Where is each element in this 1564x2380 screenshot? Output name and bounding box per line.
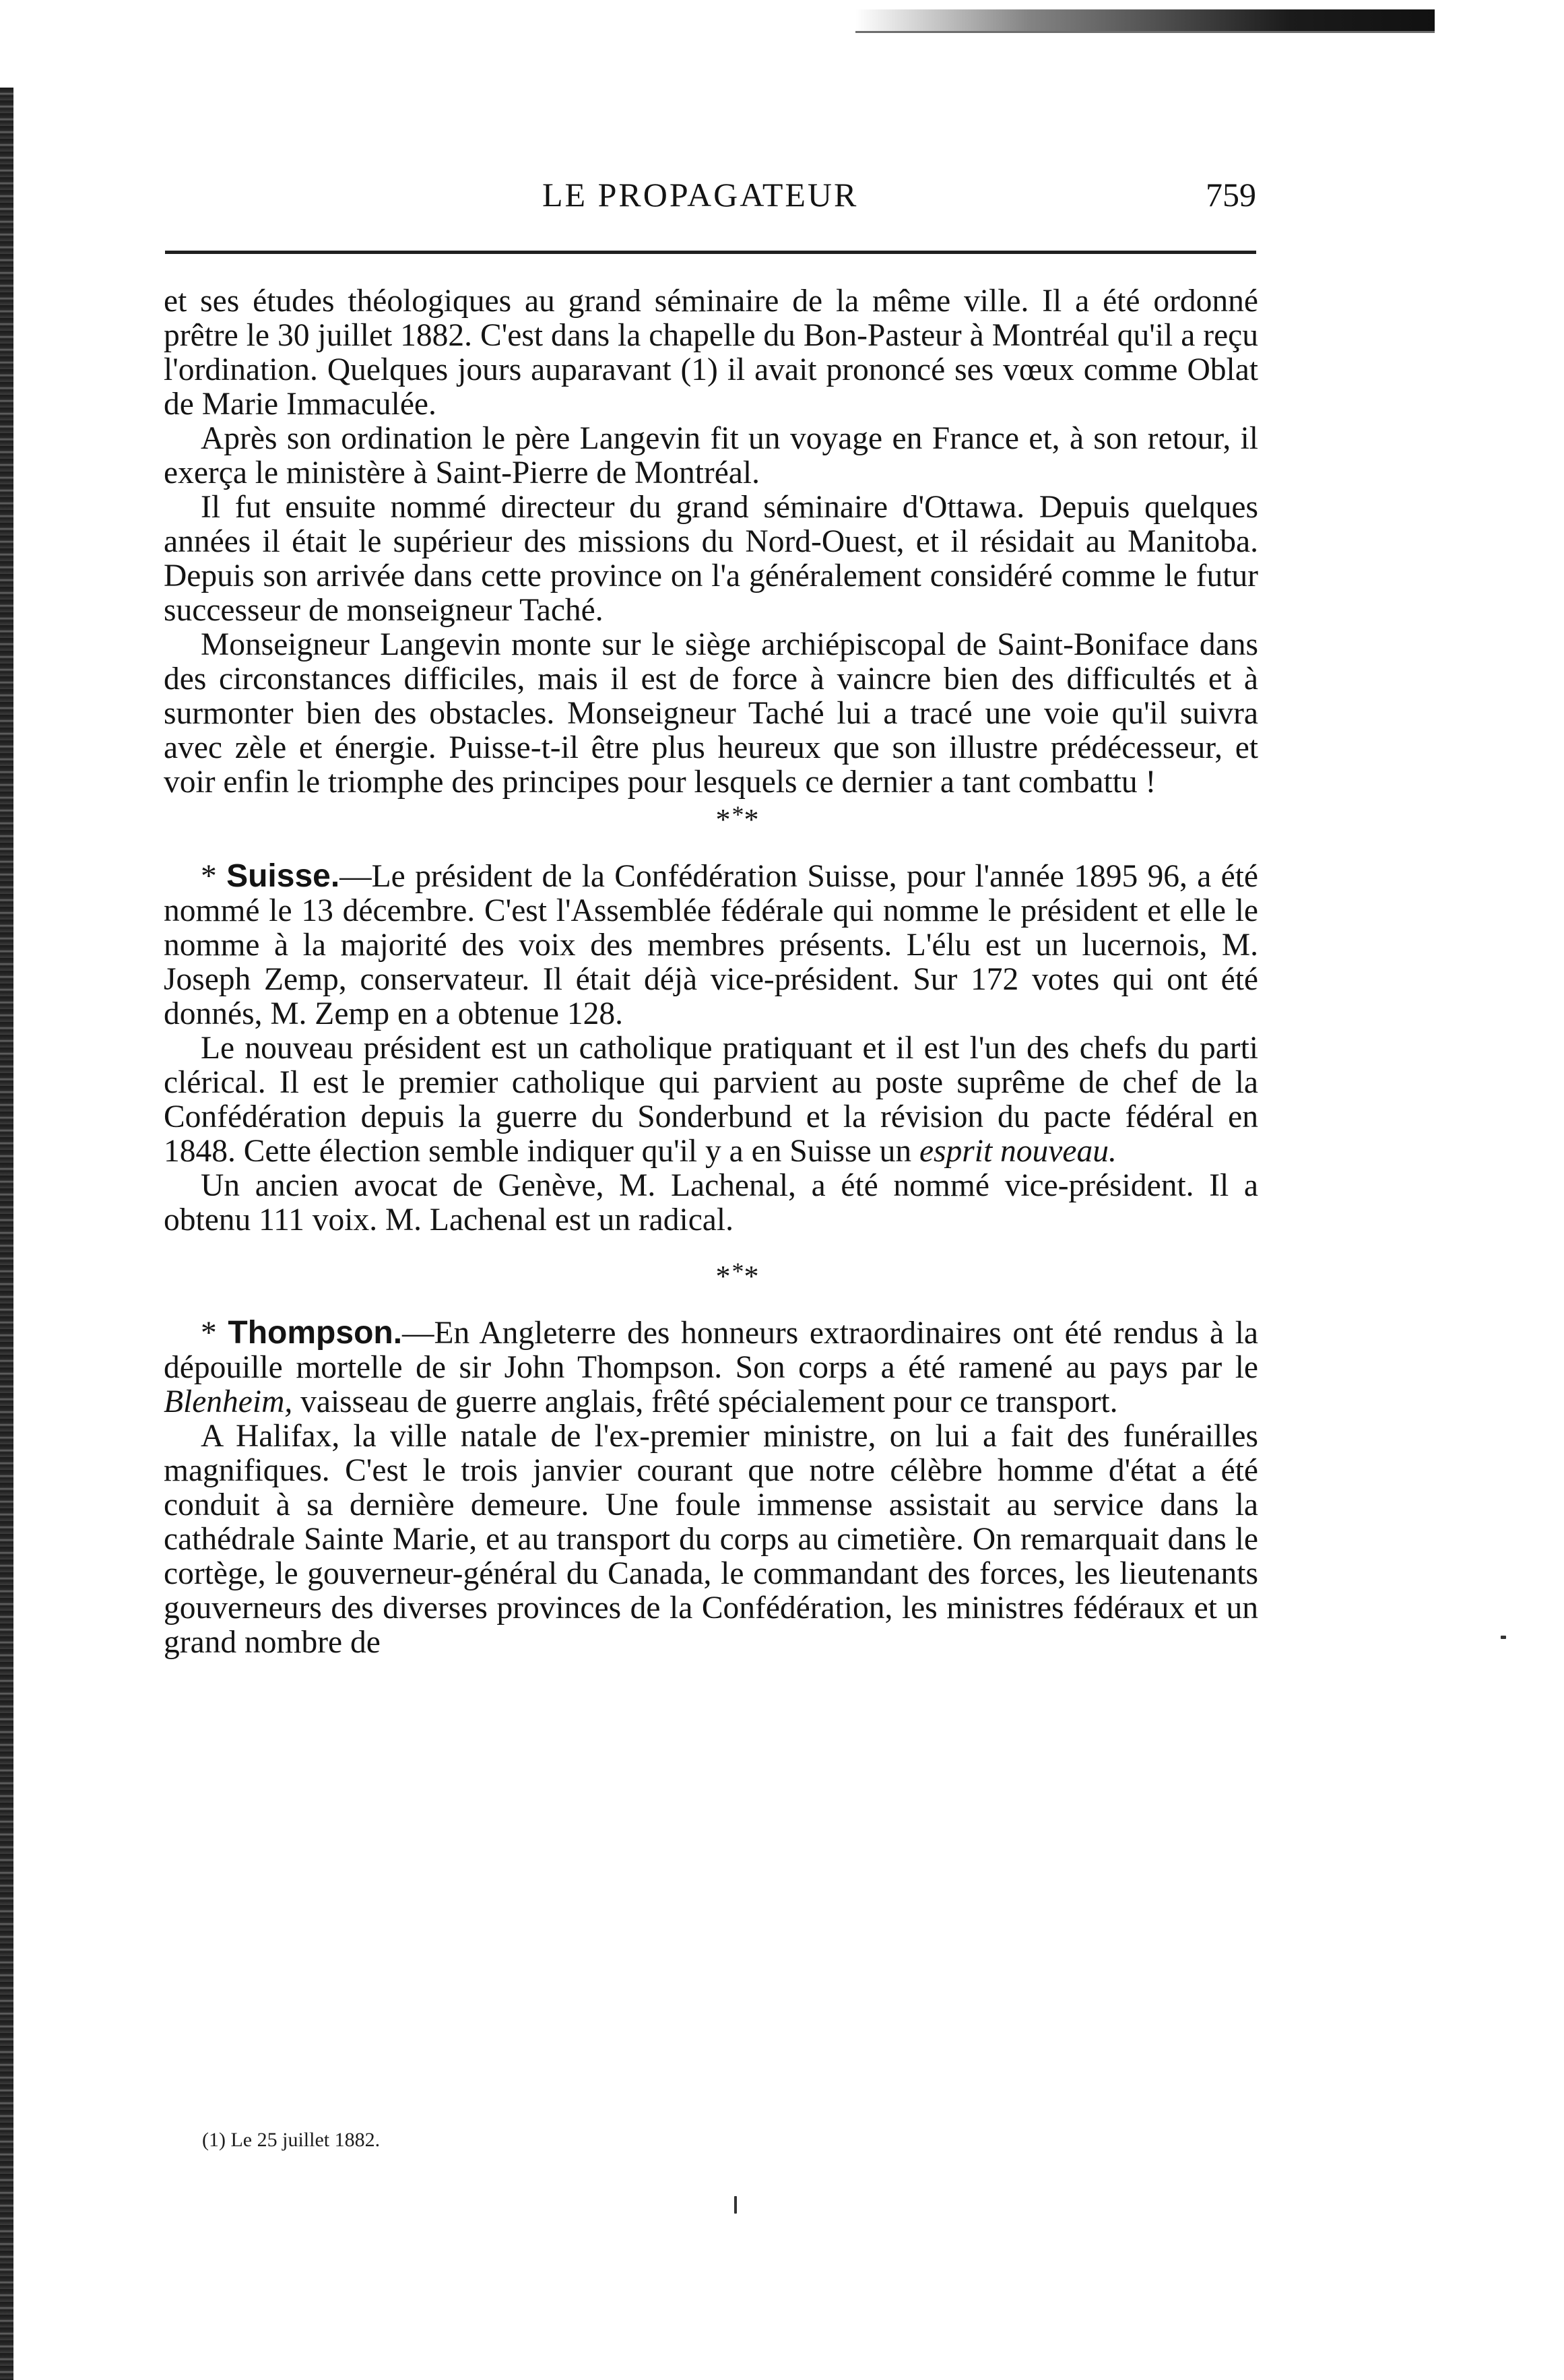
separator-star-right: * [744, 1260, 760, 1293]
paragraph: Après son ordination le père Langevin fit un voyage en France et, à son retour, il exerça le ministère à Saint-Pierre de Montréal. [164, 421, 1258, 490]
suisse-p2-italic: esprit nouveau. [919, 1134, 1117, 1169]
thompson-lead [164, 1316, 1258, 1419]
section-separator [164, 1258, 1258, 1293]
page-body [164, 284, 1258, 1660]
paragraph: Monseigneur Langevin monte sur le siège archiépiscopal de Saint-Boniface dans des circonstances difficiles, mais il est de force à vaincre bien des difficultés et à surmonter bien des obstacles. Monseigneur Taché lui a tracé une voie qu'il suivra avec zèle et énergie. Puisse-t-il être plus heureux que son illustre prédécesseur, et voir enfin le triomphe des principes pour lesquels ce dernier a tant combattu ! [164, 627, 1258, 800]
separator-star-low: * [731, 1258, 744, 1285]
running-title: LE PROPAGATEUR [542, 176, 859, 214]
thompson-lead-text-end: vaisseau de guerre anglais, frêté spécialement pour ce transport. [292, 1384, 1118, 1419]
thompson-ship-name: Blenheim, [164, 1384, 293, 1419]
suisse-paragraph-3: Un ancien avocat de Genève, M. Lachenal, a été nommé vice-président. Il a obtenu 111 voix. M. Lachenal est un radical. [164, 1168, 1258, 1237]
page-number: 759 [1206, 176, 1256, 214]
scan-speck [1501, 1636, 1506, 1639]
thompson-heading: Thompson. [228, 1315, 403, 1351]
page-header [165, 175, 1256, 229]
header-rule [165, 251, 1256, 254]
scan-top-shadow [855, 9, 1435, 32]
separator-star-low: * [731, 801, 744, 828]
separator-star-left: * [715, 1260, 732, 1293]
scan-binding-edge [0, 88, 13, 2380]
scan-top-line [855, 31, 1435, 33]
suisse-mark: * [201, 859, 217, 894]
separator-star-right: * [744, 803, 760, 836]
suisse-paragraph-2 [164, 1031, 1258, 1169]
suisse-lead [164, 859, 1258, 1031]
paragraph: Il fut ensuite nommé directeur du grand séminaire d'Ottawa. Depuis quelques années il était le supérieur des missions du Nord-Ouest, et il résidait au Manitoba. Depuis son arrivée dans cette province on l'a généralement considéré comme le futur successeur de monseigneur Taché. [164, 490, 1258, 628]
separator-star-left: * [715, 803, 732, 836]
thompson-paragraph-2: A Halifax, la ville natale de l'ex-premier ministre, on lui a fait des funérailles magnifiques. C'est le trois janvier courant que notre célèbre homme d'état a été conduit à sa dernière demeure. Une foule immense assistait au service dans la cathédrale Sainte Marie, et au transport du corps au cimetière. On remarquait dans le cortège, le gouverneur-général du Canada, le commandant des forces, les lieutenants gouverneurs des diverses provinces de la Confédération, les ministres fédéraux et un grand nombre de [164, 1419, 1258, 1660]
section-separator [164, 801, 1258, 836]
footnote: (1) Le 25 juillet 1882. [202, 2129, 381, 2151]
paragraph: et ses études théologiques au grand séminaire de la même ville. Il a été ordonné prêtre le 30 juillet 1882. C'est dans la chapelle du Bon-Pasteur à Montréal qu'il a reçu l'ordination. Quelques jours auparavant (1) il avait prononcé ses vœux comme Oblat de Marie Immaculée. [164, 284, 1258, 422]
scan-speck [734, 2196, 737, 2214]
suisse-p2-text: Le nouveau président est un catholique pratiquant et il est l'un des chefs du parti clérical. Il est le premier catholique qui parvient au poste suprême de chef de la Confédération depuis la guerre du Sonderbund et la révision du pacte fédéral en 1848. Cette élection semble indiquer qu'il y a en Suisse un [164, 1031, 1258, 1169]
thompson-lead-text: —En Angleterre des honneurs extraordinaires ont été rendus à la dépouille mortelle de sir John Thompson. Son corps a été ramené au pays par le [164, 1316, 1258, 1385]
thompson-mark: * [201, 1316, 217, 1351]
suisse-lead-text: —Le président de la Confédération Suisse, pour l'année 1895 96, a été nommé le 13 décembre. C'est l'Assemblée fédérale qui nomme le président et elle le nomme à la majorité des voix des membres présents. L'élu est un lucernois, M. Joseph Zemp, conservateur. Il était déjà vice-président. Sur 172 votes qui ont été donnés, M. Zemp en a obtenue 128. [164, 859, 1258, 1031]
suisse-heading: Suisse. [226, 858, 340, 894]
